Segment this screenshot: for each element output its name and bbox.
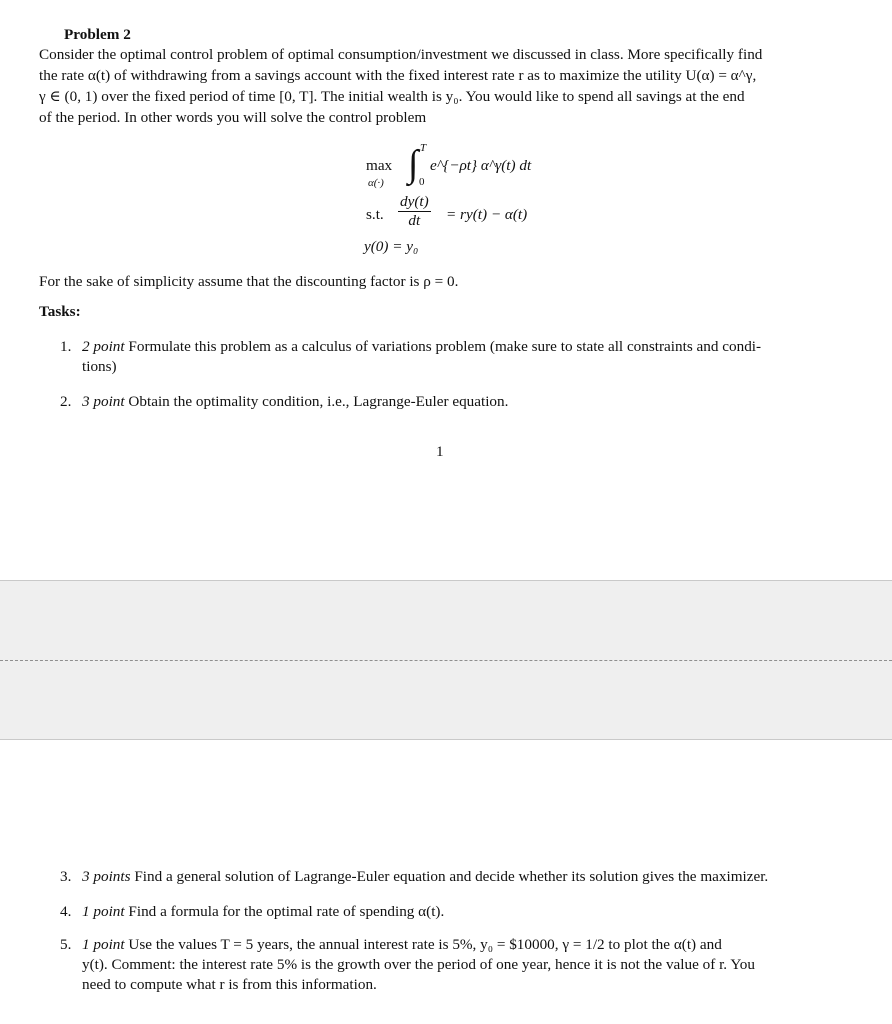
problem-title: Problem 2 [64, 26, 131, 43]
integral-sign: ∫ [408, 143, 419, 185]
task-number: 2. [60, 393, 72, 410]
max-operator: max [366, 157, 393, 174]
intro-line-4: of the period. In other words you will solve the control problem [39, 109, 427, 126]
task-number: 5. [60, 936, 72, 953]
page-break-dashed-line [0, 660, 892, 661]
dynamics-rhs: = ry(t) − α(t) [446, 206, 528, 223]
task-number: 4. [60, 903, 72, 920]
dynamics-equation [362, 193, 602, 235]
max-subscript: α(·) [368, 177, 384, 189]
task-item-5 [60, 935, 847, 995]
task-points: 1 point [82, 903, 125, 920]
task-text: Formulate this problem as a calculus of variations problem (make sure to state all constraints and condi- [128, 338, 762, 355]
task-points: 3 points [82, 868, 131, 885]
task-text: Find a general solution of Lagrange-Euler equation and decide whether its solution gives the maximizer. [134, 868, 769, 885]
task-text-cont: y(t). Comment: the interest rate 5% is the growth over the period of one year, hence it is not the value of r. You [82, 956, 755, 973]
derivative-fraction [398, 193, 431, 230]
tasks-label: Tasks: [39, 303, 81, 320]
intro-line-1: Consider the optimal control problem of optimal consumption/investment we discussed in class. More specifically find [39, 46, 763, 63]
st-label: s.t. [366, 206, 384, 223]
page-2 [0, 740, 892, 1024]
page-break-gap [0, 580, 892, 740]
simplicity-note: For the sake of simplicity assume that the discounting factor is ρ = 0. [39, 273, 459, 290]
page-number: 1 [436, 443, 444, 460]
intro-line-3: γ ∈ (0, 1) over the fixed period of time [0, T]. The initial wealth is y₀. You would like to spend all savings at the end [39, 88, 745, 105]
task-item-3 [60, 867, 847, 887]
task-text: Find a formula for the optimal rate of spending α(t). [128, 903, 445, 920]
frac-denominator: dt [408, 212, 421, 229]
initial-condition: y(0) = y₀ [364, 238, 419, 255]
task-points: 3 point [82, 393, 125, 410]
task-item-4 [60, 902, 847, 922]
task-number: 1. [60, 338, 72, 355]
task-text: Use the values T = 5 years, the annual interest rate is 5%, y₀ = $10000, γ = 1/2 to plot the α(t) and [128, 936, 722, 953]
task-points: 1 point [82, 936, 125, 953]
integrand: e^{−ρt} α^γ(t) dt [430, 157, 532, 174]
intro-line-2: the rate α(t) of withdrawing from a savings account with the fixed interest rate r as to maximize the utility U(α) = α^γ, [39, 67, 757, 84]
task-text: Obtain the optimality condition, i.e., Lagrange-Euler equation. [128, 393, 509, 410]
task-text-cont-2: need to compute what r is from this information. [82, 976, 377, 993]
integral-lower: 0 [419, 176, 425, 188]
task-points: 2 point [82, 338, 125, 355]
objective-equation [362, 142, 602, 192]
task-item-2 [60, 392, 847, 412]
task-text-cont: tions) [82, 358, 117, 375]
task-item-1 [60, 337, 847, 377]
task-number: 3. [60, 868, 72, 885]
frac-numerator: dy(t) [400, 193, 429, 210]
integral-upper: T [420, 142, 427, 154]
